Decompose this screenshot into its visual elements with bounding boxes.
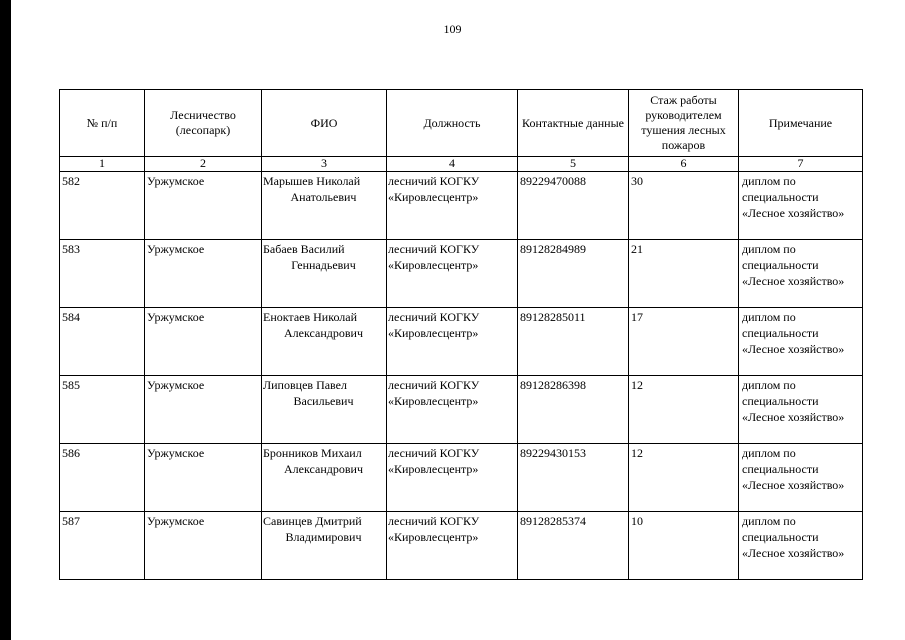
note-cell [739,444,863,512]
header-cell: Примечание [739,90,863,157]
note-line: диплом по [742,174,796,188]
forestry-cell: Уржумское [145,376,262,444]
forestry-cell: Уржумское [145,240,262,308]
row-number-cell: 584 [60,308,145,376]
table-row [60,376,863,444]
position-line: «Кировлесцентр» [388,190,479,204]
contact-cell: 89128285011 [518,308,629,376]
note-line: диплом по [742,446,796,460]
position-line: лесничий КОГКУ [388,310,480,324]
position-line: «Кировлесцентр» [388,530,479,544]
row-number-cell: 585 [60,376,145,444]
column-number-cell: 6 [629,157,739,172]
name-line: Анатольевич [290,190,357,204]
position-line: лесничий КОГКУ [388,378,480,392]
column-number-row [60,157,863,172]
position-line: «Кировлесцентр» [388,326,479,340]
name-line: Васильевич [293,394,354,408]
position-line: «Кировлесцентр» [388,394,479,408]
staff-table [59,89,863,580]
column-number-cell: 3 [262,157,387,172]
note-cell [739,308,863,376]
note-line: диплом по [742,242,796,256]
position-line: лесничий КОГКУ [388,446,480,460]
name-line: Еноктаев Николай [263,310,358,324]
note-line: диплом по [742,378,796,392]
name-line: Владимирович [285,530,362,544]
position-cell [387,376,518,444]
name-line: Александрович [284,462,363,476]
experience-cell: 12 [629,376,739,444]
forestry-cell: Уржумское [145,172,262,240]
experience-cell: 21 [629,240,739,308]
note-line: специальности [742,258,819,272]
forestry-cell: Уржумское [145,444,262,512]
position-line: лесничий КОГКУ [388,174,480,188]
table-row [60,512,863,580]
contact-cell: 89229470088 [518,172,629,240]
experience-cell: 17 [629,308,739,376]
note-line: «Лесное хозяйство» [742,274,845,288]
contact-cell: 89128286398 [518,376,629,444]
table-row [60,308,863,376]
note-line: диплом по [742,514,796,528]
position-line: «Кировлесцентр» [388,462,479,476]
name-cell [262,444,387,512]
row-number-cell: 582 [60,172,145,240]
note-cell [739,240,863,308]
column-number-cell: 7 [739,157,863,172]
header-cell: № п/п [60,90,145,157]
position-cell [387,308,518,376]
name-line: Марышев Николай [263,174,361,188]
name-line: Геннадьевич [291,258,356,272]
name-cell [262,172,387,240]
header-cell: Стаж работы руководителем тушения лесных пожаров [629,90,739,157]
column-number-cell: 5 [518,157,629,172]
position-cell [387,444,518,512]
page-number: 109 [443,22,462,36]
name-line: Савинцев Дмитрий [263,514,362,528]
name-cell [262,512,387,580]
name-cell [262,308,387,376]
position-line: «Кировлесцентр» [388,258,479,272]
row-number-cell: 583 [60,240,145,308]
row-number-cell: 587 [60,512,145,580]
header-row [60,90,863,157]
forestry-cell: Уржумское [145,512,262,580]
position-cell [387,512,518,580]
table-row [60,240,863,308]
note-line: специальности [742,190,819,204]
contact-cell: 89229430153 [518,444,629,512]
note-line: диплом по [742,310,796,324]
name-line: Александрович [284,326,363,340]
note-line: специальности [742,530,819,544]
table-row [60,444,863,512]
experience-cell: 30 [629,172,739,240]
note-line: специальности [742,462,819,476]
forestry-cell: Уржумское [145,308,262,376]
note-line: «Лесное хозяйство» [742,342,845,356]
position-cell [387,172,518,240]
table-row [60,172,863,240]
name-line: Липовцев Павел [263,378,347,392]
note-cell [739,172,863,240]
name-cell [262,240,387,308]
name-line: Бабаев Василий [263,242,345,256]
column-number-cell: 4 [387,157,518,172]
note-cell [739,376,863,444]
note-cell [739,512,863,580]
note-line: «Лесное хозяйство» [742,478,845,492]
row-number-cell: 586 [60,444,145,512]
note-line: «Лесное хозяйство» [742,206,845,220]
header-cell: Лесничество (лесопарк) [145,90,262,157]
header-cell: Должность [387,90,518,157]
name-cell [262,376,387,444]
header-cell: Контактные данные [518,90,629,157]
note-line: «Лесное хозяйство» [742,546,845,560]
position-cell [387,240,518,308]
scan-edge-bar [0,0,11,640]
note-line: специальности [742,394,819,408]
position-line: лесничий КОГКУ [388,514,480,528]
contact-cell: 89128284989 [518,240,629,308]
note-line: специальности [742,326,819,340]
contact-cell: 89128285374 [518,512,629,580]
header-cell: ФИО [262,90,387,157]
note-line: «Лесное хозяйство» [742,410,845,424]
name-line: Бронников Михаил [263,446,362,460]
column-number-cell: 2 [145,157,262,172]
experience-cell: 10 [629,512,739,580]
experience-cell: 12 [629,444,739,512]
column-number-cell: 1 [60,157,145,172]
position-line: лесничий КОГКУ [388,242,480,256]
